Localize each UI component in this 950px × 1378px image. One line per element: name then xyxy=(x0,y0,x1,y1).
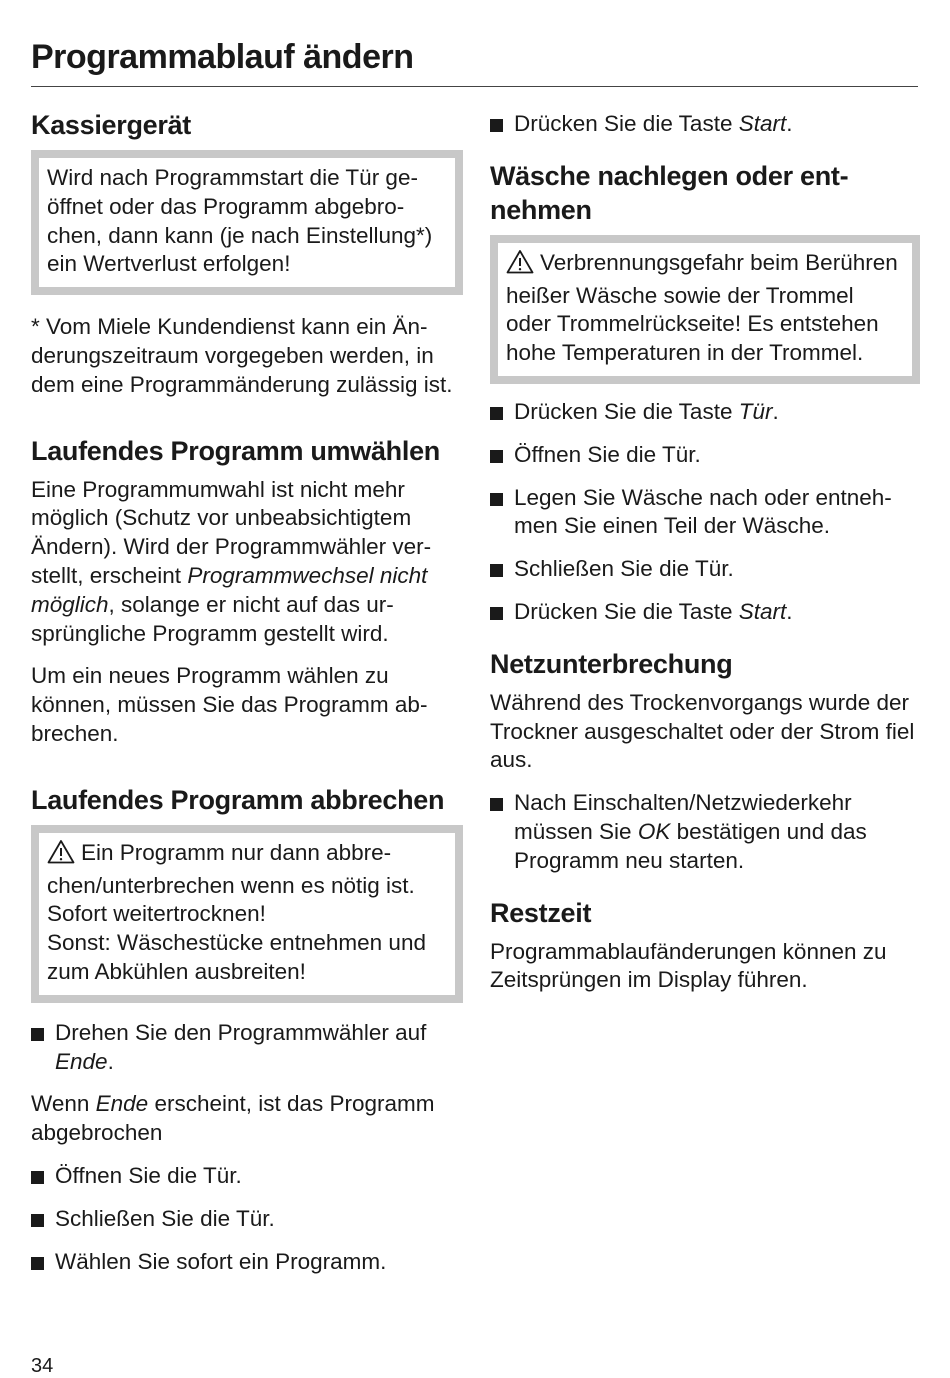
warning-text xyxy=(506,249,904,368)
list-item xyxy=(490,110,920,139)
bullet-square-icon xyxy=(490,555,514,584)
bullet-square-icon xyxy=(31,1162,55,1191)
list-item xyxy=(490,598,920,627)
page-number: 34 xyxy=(31,1355,54,1377)
bullet-square-icon xyxy=(490,110,514,139)
heading-programm-umwaehlen: Laufendes Programm umwählen xyxy=(31,435,440,466)
bullet-square-icon xyxy=(31,1248,55,1277)
list-item-text: Schließen Sie die Tür. xyxy=(55,1205,275,1231)
warning-box-verbrennung xyxy=(490,235,920,384)
list-item xyxy=(490,555,920,584)
warning-triangle-icon xyxy=(506,249,534,282)
warning-line: Sonst: Wäschestücke entnehmen und zum Abkühlen ausbreiten! xyxy=(47,930,426,984)
display-message: Programmwechsel nicht möglich xyxy=(31,562,428,617)
list-item-text: Schließen Sie die Tür. xyxy=(514,556,734,582)
text-run: Drücken Sie die Taste xyxy=(514,111,739,136)
text-run: . xyxy=(786,598,793,624)
footnote: * Vom Miele Kundendienst kann ein Änderungszeitraum vorgegeben werden, in dem eine Programmänderung zulässig ist. xyxy=(31,314,453,397)
bullet-square-icon xyxy=(31,1019,55,1077)
text-run: . xyxy=(107,1048,114,1074)
right-column xyxy=(490,110,920,1009)
list-item xyxy=(31,1162,463,1191)
paragraph-ende xyxy=(31,1090,463,1148)
list-item xyxy=(31,1205,463,1234)
text-run: bestätigen und das Programm neu starten. xyxy=(514,818,867,873)
list-item xyxy=(31,1248,463,1277)
heading-waesche-nachlegen: Wäsche nachlegen oder entnehmen xyxy=(490,160,849,225)
list-item-text: Öffnen Sie die Tür. xyxy=(514,441,701,467)
warning-triangle-icon xyxy=(47,839,75,872)
text-run: Drücken Sie die Taste xyxy=(514,598,739,624)
list-item xyxy=(31,1019,463,1077)
list-item xyxy=(490,441,920,470)
warning-box-abbrechen xyxy=(31,825,463,1003)
info-box-kassiergeraet xyxy=(31,150,463,295)
text-run: . xyxy=(772,398,779,424)
paragraph-restzeit: Programmablaufänderungen können zu Zeitsprüngen im Display führen. xyxy=(490,938,887,993)
list-item xyxy=(490,789,920,875)
text-run: Nach Einschalten/Netzwiederkehr müssen Sie xyxy=(514,790,852,844)
warning-line: Verbrennungsgefahr beim Berühren heißer Wäsche sowie der Trommel oder Trommelrückseite! Es entstehen hohe Temperaturen in der Trommel. xyxy=(506,249,898,366)
text-run: erscheint, ist das Programm abgebrochen xyxy=(31,1091,435,1146)
heading-netzunterbrechung: Netzunterbrechung xyxy=(490,648,733,679)
text-run: Drücken Sie die Taste xyxy=(514,398,739,424)
paragraph-netzunterbrechung: Während des Trockenvorgangs wurde der Trockner ausgeschaltet oder der Strom fiel aus. xyxy=(490,689,915,773)
button-name: Start xyxy=(738,111,787,136)
warning-line: Sofort weitertrocknen! xyxy=(47,901,266,927)
list-item xyxy=(490,484,920,542)
text-run: . xyxy=(786,111,793,136)
warning-text xyxy=(47,839,447,987)
paragraph-programmumwahl xyxy=(31,476,463,649)
heading-restzeit: Restzeit xyxy=(490,897,592,928)
heading-programm-abbrechen: Laufendes Programm abbrechen xyxy=(31,784,445,815)
bullet-square-icon xyxy=(490,789,514,875)
title-divider xyxy=(31,86,918,87)
bullet-square-icon xyxy=(490,441,514,470)
page-title: Programmablauf ändern xyxy=(31,38,414,76)
text-run: Eine Programmumwahl ist nicht mehr möglich (Schutz vor unbeabsichtigtem Ändern). Wird der Programmwähler verstellt, erscheint xyxy=(31,476,432,588)
button-name: OK xyxy=(637,818,671,844)
list-item-text: Wählen Sie sofort ein Programm. xyxy=(55,1248,387,1274)
list-item xyxy=(490,398,920,427)
warning-line: Ein Programm nur dann abbrechen/unterbrechen wenn es nötig ist. xyxy=(47,839,415,898)
button-name: Tür xyxy=(738,398,773,424)
left-column xyxy=(31,108,463,1290)
list-item-text: Legen Sie Wäsche nach oder entnehmen Sie einen Teil der Wäsche. xyxy=(514,484,892,539)
text-run: , solange er nicht auf das ursprüngliche Programm gestellt wird. xyxy=(31,591,394,646)
list-item-text: Öffnen Sie die Tür. xyxy=(55,1162,242,1188)
text-run: Drehen Sie den Programmwähler auf xyxy=(55,1019,427,1045)
paragraph-neues-programm: Um ein neues Programm wählen zu können, müssen Sie das Programm abbrechen. xyxy=(31,663,428,746)
bullet-square-icon xyxy=(490,484,514,542)
heading-kassiergeraet: Kassiergerät xyxy=(31,110,191,140)
bullet-square-icon xyxy=(490,598,514,627)
button-name: Start xyxy=(738,598,787,624)
display-message: Ende xyxy=(95,1091,149,1117)
bullet-square-icon xyxy=(490,398,514,427)
text-run: Wenn xyxy=(31,1091,96,1117)
bullet-square-icon xyxy=(31,1205,55,1234)
display-message: Ende xyxy=(55,1048,108,1074)
info-box-text: Wird nach Programmstart die Tür geöffnet oder das Programm abgebrochen, dann kann (je nach Einstellung*) ein Wertverlust erfolgen! xyxy=(47,165,433,277)
